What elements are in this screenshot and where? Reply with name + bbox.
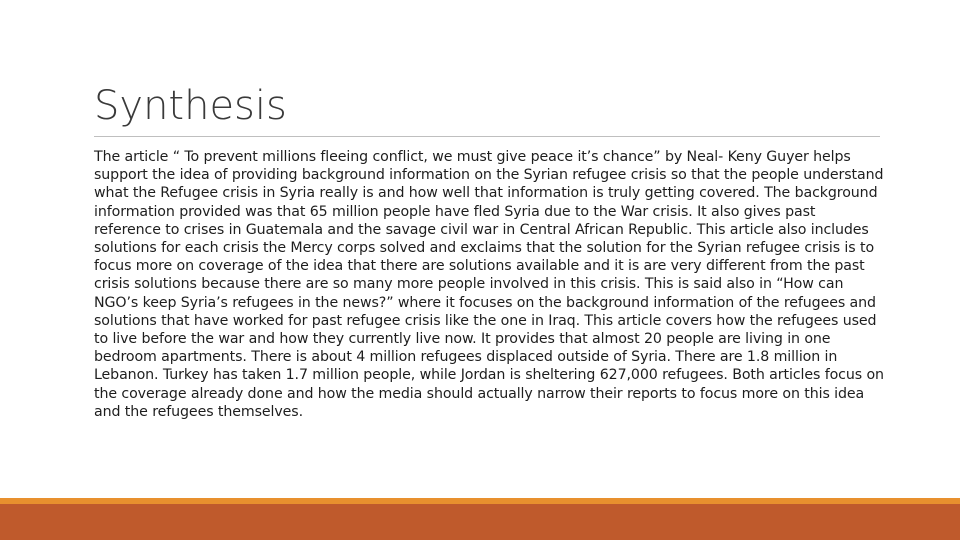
slide-body-text: The article “ To prevent millions fleeing conflict, we must give peace it’s chance” by Neal- Keny Guyer helps support the idea of providing background information on the Syrian refugee crisis so that the people understand what the Refugee crisis in Syria really is and how well that information is truly getting covered. The background information provided was that 65 million people have fled Syria due to the War crisis. It also gives past reference to crises in Guatemala and the savage civil war in Central African Republic. This article also includes solutions for each crisis the Mercy corps solved and exclaims that the solution for the Syrian refugee crisis is to focus more on coverage of the idea that there are solutions available and it is are very different from the past crisis solutions because there are so many more people involved in this crisis. This is said also in “How can NGO’s keep Syria’s refugees in the news?” where it focuses on the background information of the refugees and solutions that have worked for past refugee crisis like the one in Iraq. This article covers how the refugees used to live before the war and how they currently live now. It provides that almost 20 people are living in one bedroom apartments. There is about 4 million refugees displaced outside of Syria. There are 1.8 million in Lebanon. Turkey has taken 1.7 million people, while Jordan is sheltering 627,000 refugees. Both articles focus on the coverage already done and how the media should actually narrow their reports to focus more on this idea and the refugees themselves.	[94, 149, 884, 420]
title-divider	[94, 136, 880, 137]
footer-band	[0, 504, 960, 540]
slide-title: Synthesis	[94, 83, 287, 129]
